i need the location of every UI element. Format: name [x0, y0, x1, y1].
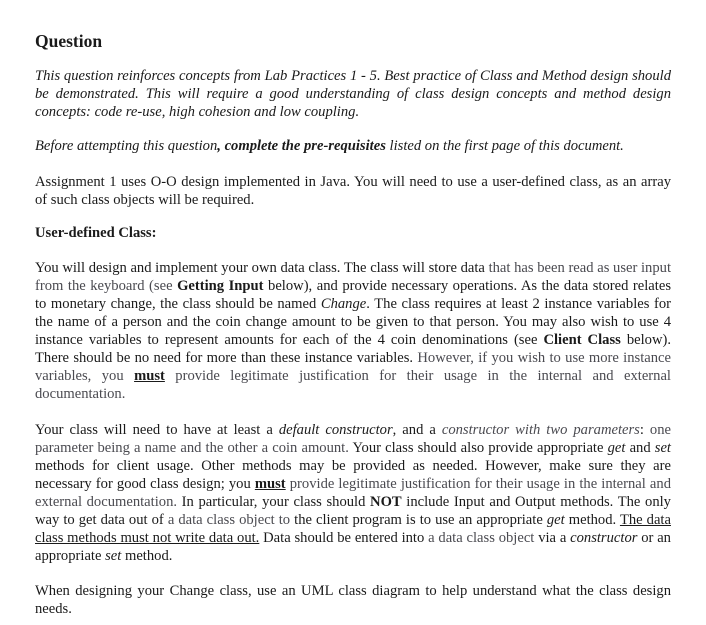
getting-input-ref: Getting Input — [177, 278, 264, 294]
prerequisite-paragraph — [35, 137, 671, 155]
underlined-rule: The data class methods must not write data out. — [35, 512, 671, 546]
text-run: , and a — [392, 422, 442, 438]
text-run: provide legitimate justification for their usage in the internal and external documentation. — [35, 476, 671, 510]
default-constructor-term: default constructor — [278, 422, 393, 438]
text-run: and — [625, 440, 655, 456]
text-run: : — [639, 422, 650, 438]
uml-paragraph: When designing your Change class, use an UML class diagram to help understand what the class design needs. — [35, 583, 671, 617]
must-emphasis: must — [134, 368, 165, 384]
text-run: below). There should be no need for more than these instance variables. — [35, 332, 671, 366]
text-run: Your class should also provide appropriate — [348, 440, 608, 456]
text-run: include Input and Output methods. The only way to get data out of — [35, 494, 671, 528]
prereq-emphasis: , complete the pre-requisites — [217, 138, 386, 154]
text-run: via a — [534, 530, 571, 546]
text-run: In particular, your class should — [177, 494, 371, 510]
page-title: Question — [35, 31, 103, 51]
text-run: that has been read as user input from the keyboard (see — [35, 260, 672, 294]
text-run: provide legitimate justification for their usage in the internal and external documentation. — [35, 368, 671, 402]
get-term: get — [546, 512, 565, 528]
not-emphasis: NOT — [370, 494, 402, 510]
must-emphasis: must — [254, 476, 286, 492]
text-run: . The class requires at least 2 instance variables for the name of a person and the coin change amount to be given to that person. You may also wish to use 4 instance variables to represent amounts for each of the 4 coin denominations (see — [35, 296, 671, 348]
constructor-term: constructor — [570, 530, 638, 546]
class-design-paragraph — [35, 259, 671, 403]
set-term: set — [654, 440, 671, 456]
text-run: You will design and implement your own data class. The class will store data — [35, 260, 489, 276]
client-class-ref: Client Class — [543, 332, 621, 348]
text-run: Data should be entered into — [259, 530, 429, 546]
text-run: the client program is to use an appropriate — [290, 512, 547, 528]
intro-paragraph: This question reinforces concepts from Lab Practices 1 - 5. Best practice of Class and Method design should be demonstrated. This will require a good understanding of class design concepts and method design concepts: code re-use, high cohesion and low coupling. — [35, 68, 671, 120]
set-term: set — [105, 548, 122, 564]
assignment-paragraph: Assignment 1 uses O-O design implemented in Java. You will need to use a user-defined class, as an array of such class objects will be required. — [35, 174, 671, 208]
text-run: methods for client usage. Other methods may be provided as needed. However, make sure they are necessary for good class design; you — [35, 458, 671, 492]
text-run: method. — [564, 512, 620, 528]
text-run: below), and provide necessary operations. As the data stored relates to monetary change, the class should be named — [35, 278, 671, 312]
text-run: a data class object — [428, 530, 535, 546]
prereq-text-start: Before attempting this question — [35, 138, 218, 154]
constructor-paragraph — [35, 421, 671, 565]
prereq-text-end: listed on the first page of this document. — [385, 138, 624, 154]
text-run: method. — [121, 548, 173, 564]
text-run: However, if you wish to use more instance variables, you — [35, 350, 671, 384]
text-run: one parameter being a name and the other a coin amount. — [35, 422, 671, 456]
get-term: get — [607, 440, 626, 456]
text-run: Your class will need to have at least a — [35, 422, 279, 438]
change-class-name: Change — [320, 296, 367, 312]
two-param-constructor-term: constructor with two parameters — [441, 422, 640, 438]
section-heading: User-defined Class: — [35, 225, 157, 241]
text-run: a data class object to — [167, 512, 291, 528]
text-run: or an appropriate — [35, 530, 671, 564]
